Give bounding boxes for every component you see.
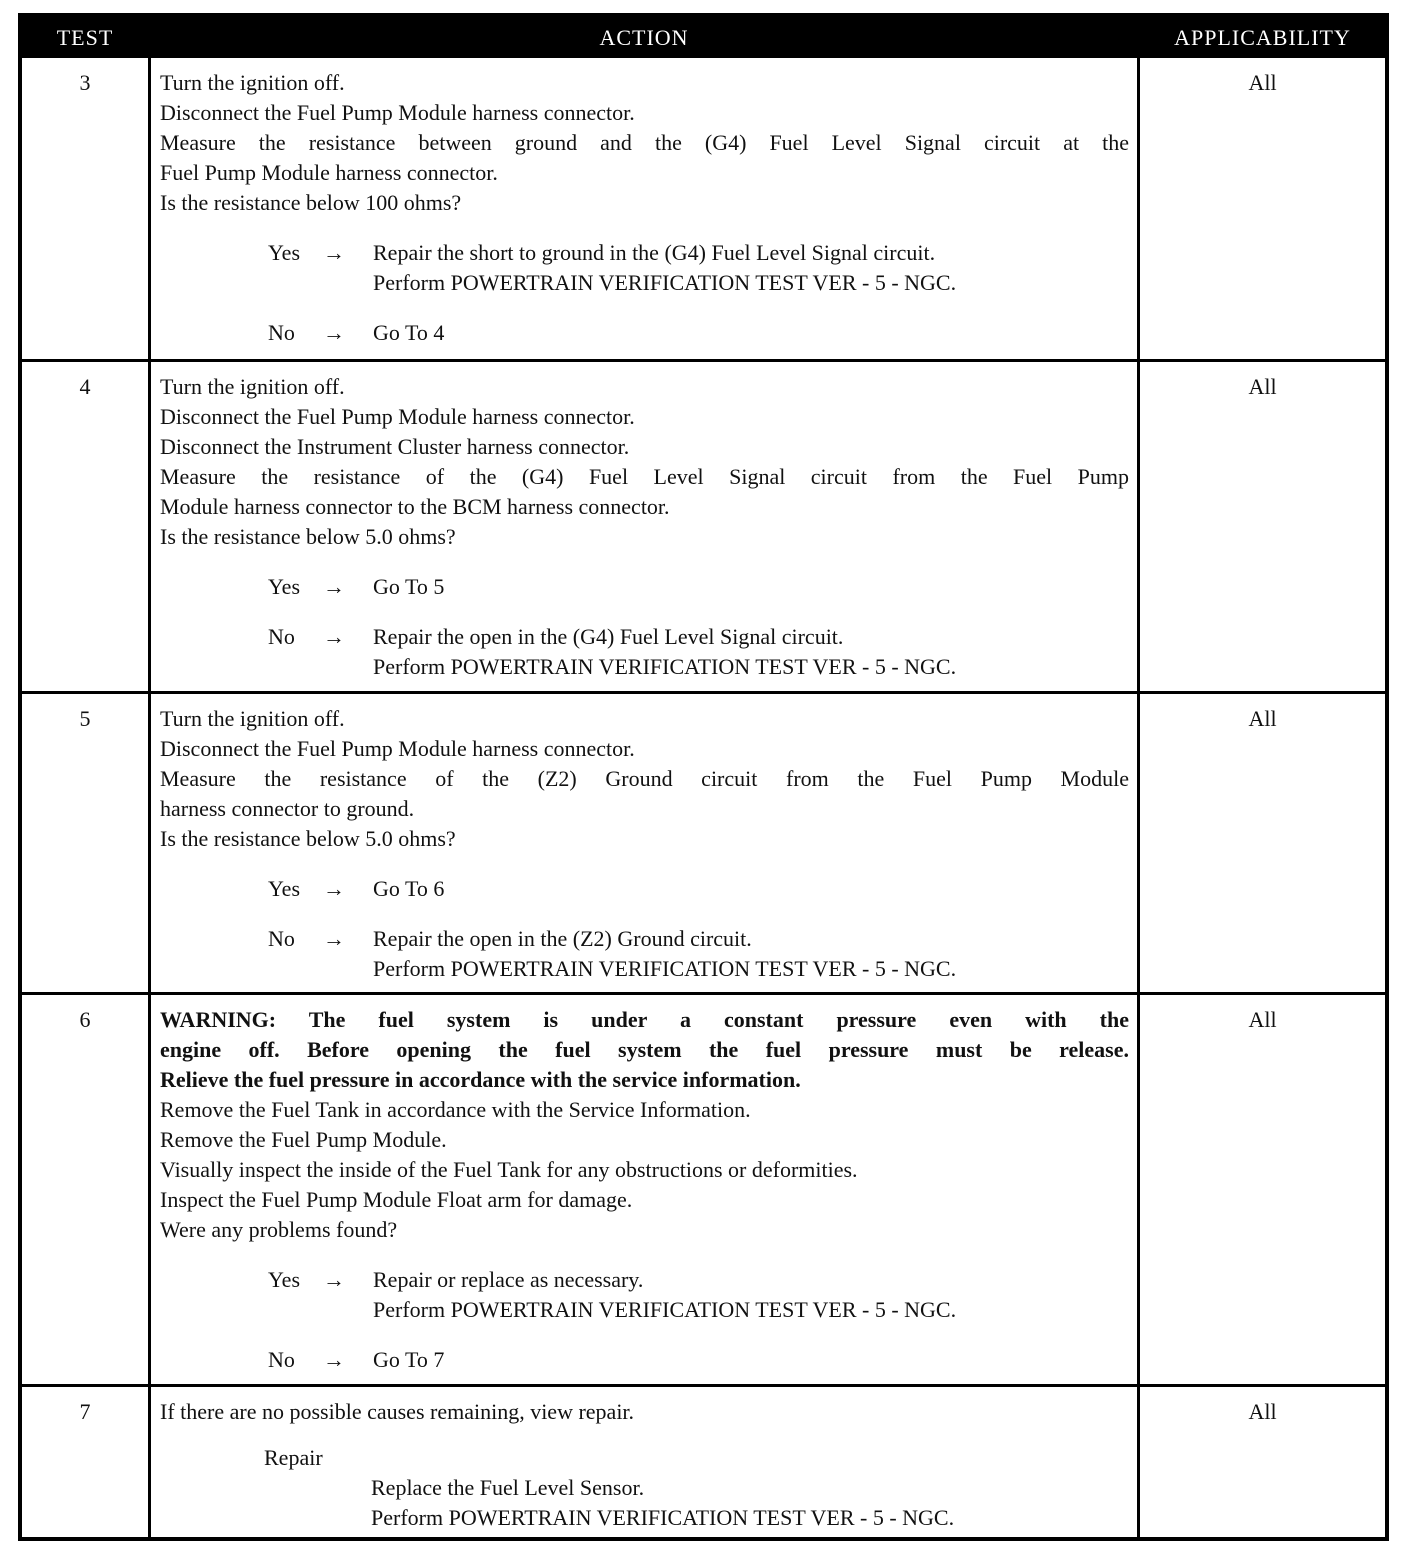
no-label: No: [268, 624, 295, 649]
action-cell: [148, 1387, 1140, 1537]
action-line: Disconnect the Fuel Pump Module harness connector.: [160, 404, 635, 429]
action-line: Is the resistance below 100 ohms?: [160, 190, 462, 215]
yes-response: [268, 1265, 1129, 1325]
yes-label: Yes: [268, 1267, 301, 1292]
action-line: Fuel Pump Module harness connector.: [160, 160, 498, 185]
action-line: Is the resistance below 5.0 ohms?: [160, 524, 456, 549]
action-line: Measure the resistance between ground and the (G4) Fuel Level Signal circuit at the: [160, 130, 1129, 155]
warning-line: WARNING: The fuel system is under a constant pressure even with the: [160, 1007, 1129, 1032]
applicability-cell: All: [1248, 70, 1277, 95]
yes-label: Yes: [268, 876, 301, 901]
yes-result: Perform POWERTRAIN VERIFICATION TEST VER - 5 - NGC.: [373, 1297, 957, 1322]
yes-response: [268, 874, 1129, 904]
table-row-test-7: [22, 1384, 1385, 1537]
repair-label: Repair: [264, 1445, 323, 1470]
action-line: If there are no possible causes remaining, view repair.: [160, 1399, 635, 1424]
action-cell: [148, 58, 1140, 359]
test-number: 6: [79, 1007, 91, 1032]
action-cell: [148, 694, 1140, 992]
no-response: [268, 318, 1129, 348]
yes-result: Go To 5: [373, 574, 445, 599]
test-number: 7: [79, 1399, 91, 1424]
arrow-icon: →: [323, 624, 345, 649]
action-line: Remove the Fuel Pump Module.: [160, 1127, 447, 1152]
diagnostic-table: [18, 13, 1389, 1541]
table-row-test-3: [22, 58, 1385, 359]
header-test: TEST: [56, 25, 114, 50]
action-line: Were any problems found?: [160, 1217, 398, 1242]
test-number: 4: [79, 374, 91, 399]
no-result: Go To 7: [373, 1347, 445, 1372]
arrow-icon: →: [323, 240, 345, 265]
yes-label: Yes: [268, 240, 301, 265]
yes-response: [268, 572, 1129, 602]
action-line: Remove the Fuel Tank in accordance with the Service Information.: [160, 1097, 751, 1122]
arrow-icon: →: [323, 1347, 345, 1372]
repair-result: Perform POWERTRAIN VERIFICATION TEST VER - 5 - NGC.: [371, 1505, 955, 1530]
action-cell: [148, 995, 1140, 1384]
yes-response: [268, 238, 1129, 298]
header-applicability: APPLICABILITY: [1174, 25, 1351, 50]
no-response: [268, 924, 1129, 984]
no-result: Perform POWERTRAIN VERIFICATION TEST VER - 5 - NGC.: [373, 956, 957, 981]
action-line: Turn the ignition off.: [160, 706, 345, 731]
yes-result: Perform POWERTRAIN VERIFICATION TEST VER - 5 - NGC.: [373, 270, 957, 295]
action-line: Is the resistance below 5.0 ohms?: [160, 826, 456, 851]
yes-result: Go To 6: [373, 876, 445, 901]
action-line: Disconnect the Fuel Pump Module harness connector.: [160, 100, 635, 125]
action-line: Measure the resistance of the (G4) Fuel Level Signal circuit from the Fuel Pump: [160, 464, 1129, 489]
table-row-test-4: [22, 359, 1385, 691]
warning-line: Relieve the fuel pressure in accordance with the service information.: [160, 1067, 801, 1092]
applicability-cell: All: [1248, 1007, 1277, 1032]
yes-result: Repair the short to ground in the (G4) Fuel Level Signal circuit.: [373, 240, 936, 265]
applicability-cell: All: [1248, 374, 1277, 399]
no-label: No: [268, 1347, 295, 1372]
no-result: Repair the open in the (Z2) Ground circuit.: [373, 926, 752, 951]
action-line: Measure the resistance of the (Z2) Ground circuit from the Fuel Pump Module: [160, 766, 1129, 791]
action-line: harness connector to ground.: [160, 796, 415, 821]
action-line: Module harness connector to the BCM harness connector.: [160, 494, 670, 519]
no-label: No: [268, 320, 295, 345]
no-result: Perform POWERTRAIN VERIFICATION TEST VER - 5 - NGC.: [373, 654, 957, 679]
no-response: [268, 1345, 1129, 1375]
test-number: 3: [79, 70, 91, 95]
arrow-icon: →: [323, 1267, 345, 1292]
arrow-icon: →: [323, 876, 345, 901]
header-action: ACTION: [599, 25, 689, 50]
warning-line: engine off. Before opening the fuel system the fuel pressure must be release.: [160, 1037, 1129, 1062]
applicability-cell: All: [1248, 1399, 1277, 1424]
table-row-test-6: [22, 992, 1385, 1384]
table-row-test-5: [22, 691, 1385, 992]
action-line: Visually inspect the inside of the Fuel Tank for any obstructions or deformities.: [160, 1157, 858, 1182]
arrow-icon: →: [323, 926, 345, 951]
no-result: Go To 4: [373, 320, 445, 345]
repair-result: Replace the Fuel Level Sensor.: [371, 1475, 645, 1500]
test-number: 5: [79, 706, 91, 731]
no-response: [268, 622, 1129, 682]
no-label: No: [268, 926, 295, 951]
applicability-cell: All: [1248, 706, 1277, 731]
action-cell: [148, 362, 1140, 691]
yes-label: Yes: [268, 574, 301, 599]
action-line: Disconnect the Instrument Cluster harness connector.: [160, 434, 630, 459]
yes-result: Repair or replace as necessary.: [373, 1267, 644, 1292]
table-header: [22, 17, 1385, 58]
action-line: Inspect the Fuel Pump Module Float arm for damage.: [160, 1187, 633, 1212]
action-line: Turn the ignition off.: [160, 70, 345, 95]
action-line: Disconnect the Fuel Pump Module harness connector.: [160, 736, 635, 761]
arrow-icon: →: [323, 320, 345, 345]
action-line: Turn the ignition off.: [160, 374, 345, 399]
no-result: Repair the open in the (G4) Fuel Level Signal circuit.: [373, 624, 844, 649]
arrow-icon: →: [323, 574, 345, 599]
